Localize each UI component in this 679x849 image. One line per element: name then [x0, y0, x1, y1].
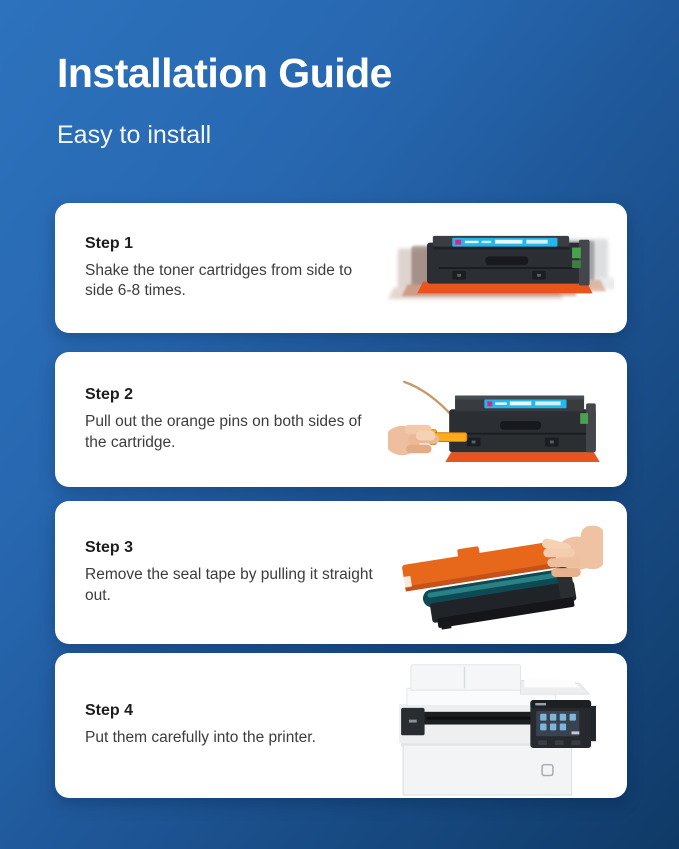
step-2-image-hand-pulling-orange-pin	[379, 376, 621, 464]
step-3-description: Remove the seal tape by pulling it straight out.	[85, 566, 373, 604]
step-1-card	[55, 203, 627, 333]
step-3-card	[55, 501, 627, 644]
step-2-label: Step 2	[85, 386, 134, 404]
step-1-label: Step 1	[85, 234, 134, 252]
step-4-card	[55, 653, 627, 798]
page-subtitle: Easy to install	[57, 121, 212, 150]
toner-cartridge-shake-illustration	[386, 231, 614, 305]
step-1-text	[85, 235, 379, 302]
step-2-description: Pull out the orange pins on both sides of the cartridge.	[85, 413, 362, 451]
step-4-label: Step 4	[85, 702, 134, 720]
step-1-image-toner-cartridge-shaking	[379, 231, 621, 305]
step-4-text	[85, 702, 379, 748]
pull-pin-illustration	[388, 376, 613, 464]
page-title: Installation Guide	[57, 50, 392, 96]
printer-illustration	[385, 655, 615, 797]
page-header	[57, 52, 392, 150]
step-2-card	[55, 352, 627, 487]
step-3-label: Step 3	[85, 539, 134, 557]
step-4-image-multifunction-printer	[379, 655, 621, 797]
step-4-description: Put them carefully into the printer.	[85, 729, 316, 747]
step-1-description: Shake the toner cartridges from side to side 6-8 times.	[85, 261, 353, 299]
remove-seal-illustration	[398, 508, 603, 638]
step-3-image-hand-removing-seal-tape	[379, 508, 621, 638]
step-2-text	[85, 386, 379, 453]
step-3-text	[85, 539, 379, 606]
